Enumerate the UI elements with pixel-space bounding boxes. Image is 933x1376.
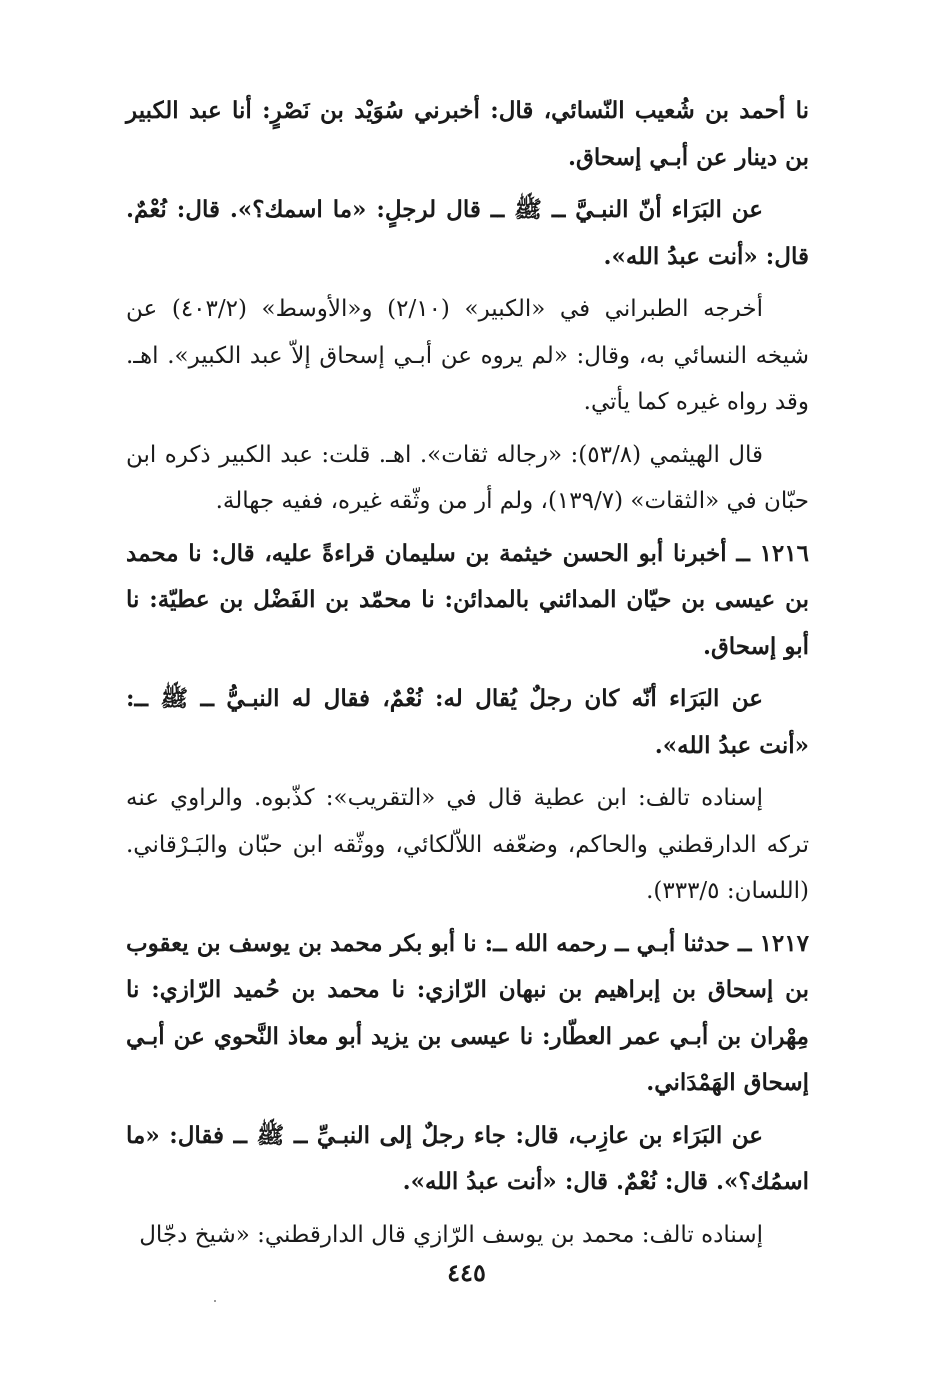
paragraph: عن البَرَاء أنّ النبـيَّ ــ ﷺ ــ قال لرجلٍ: «ما اسمك؟». قال: نُعْمٌ. قال: «أنت عبدُ الله».	[126, 196, 809, 270]
main-text	[126, 88, 809, 1264]
paragraph: عن البَرَاء أنّه كان رجلٌ يُقال له: نُعْمٌ، فقال له النبـيُّ ــ ﷺ ــ: «أنت عبدُ الله».	[126, 685, 809, 759]
paragraph: نا أحمد بن شُعيب النّسائي، قال: أخبرني سُوَيْد بن نَصْرٍ: أنا عبد الكبير بن دينار عن أبـي إسحاق.	[126, 97, 809, 171]
page-number: ٤٤٥	[447, 1258, 486, 1287]
paragraph: إسناده تالف: ابن عطية قال في «التقريب»: كذّبوه. والراوي عنه تركه الدارقطني والحاكم، وضعّفه اللاّلكائي، ووثّقه ابن حبّان والبَـرْقاني. (اللسان: ٣٣٣/٥).	[126, 785, 809, 904]
paragraph: عن البَرَاء بن عازِب، قال: جاء رجلٌ إلى النبـيِّ ــ ﷺ ــ فقال: «ما اسمُك؟». قال: نُعْمٌ. قال: «أنت عبدُ الله».	[126, 1121, 809, 1195]
paragraph: ١٢١٧ ــ حدثنا أبـي ــ رحمه الله ــ: نا أبو بكر محمد بن يوسف بن يعقوب بن إسحاق بن إبراهيم بن نبهان الرّازي: نا محمد بن حُميد الرّازي: نا مِهْران بن أبـي عمر العطّار: نا عيسى بن يزيد أبو معاذ النَّحوي عن أبـي إسحاق الهَمْدَاني.	[126, 929, 809, 1096]
paragraph: ١٢١٦ ــ أخبرنا أبو الحسن خيثمة بن سليمان قراءةً عليه، قال: نا محمد بن عيسى بن حيّان المدائني بالمدائن: نا محمّد بن الفَضْل بن عطيّة: نا أبو إسحاق.	[126, 539, 809, 660]
paragraph: قال الهيثمي (٥٣/٨): «رجاله ثقات». اهـ. قلت: عبد الكبير ذكره ابن حبّان في «الثقات» (١٣٩/٧)، ولم أر من وثّقه غيره، ففيه جهالة.	[126, 441, 809, 514]
paragraph: أخرجه الطبراني في «الكبير» (٢/١٠) و«الأوسط» (٤٠٣/٢) عن شيخه النسائي به، وقال: «لم يروه عن أبـي إسحاق إلاّ عبد الكبير». اهـ. وقد رواه غيره كما يأتي.	[126, 296, 809, 415]
paragraph: إسناده تالف: محمد بن يوسف الرّازي قال الدارقطني: «شيخ دجّال	[139, 1221, 763, 1248]
scan-speck	[214, 1300, 216, 1302]
